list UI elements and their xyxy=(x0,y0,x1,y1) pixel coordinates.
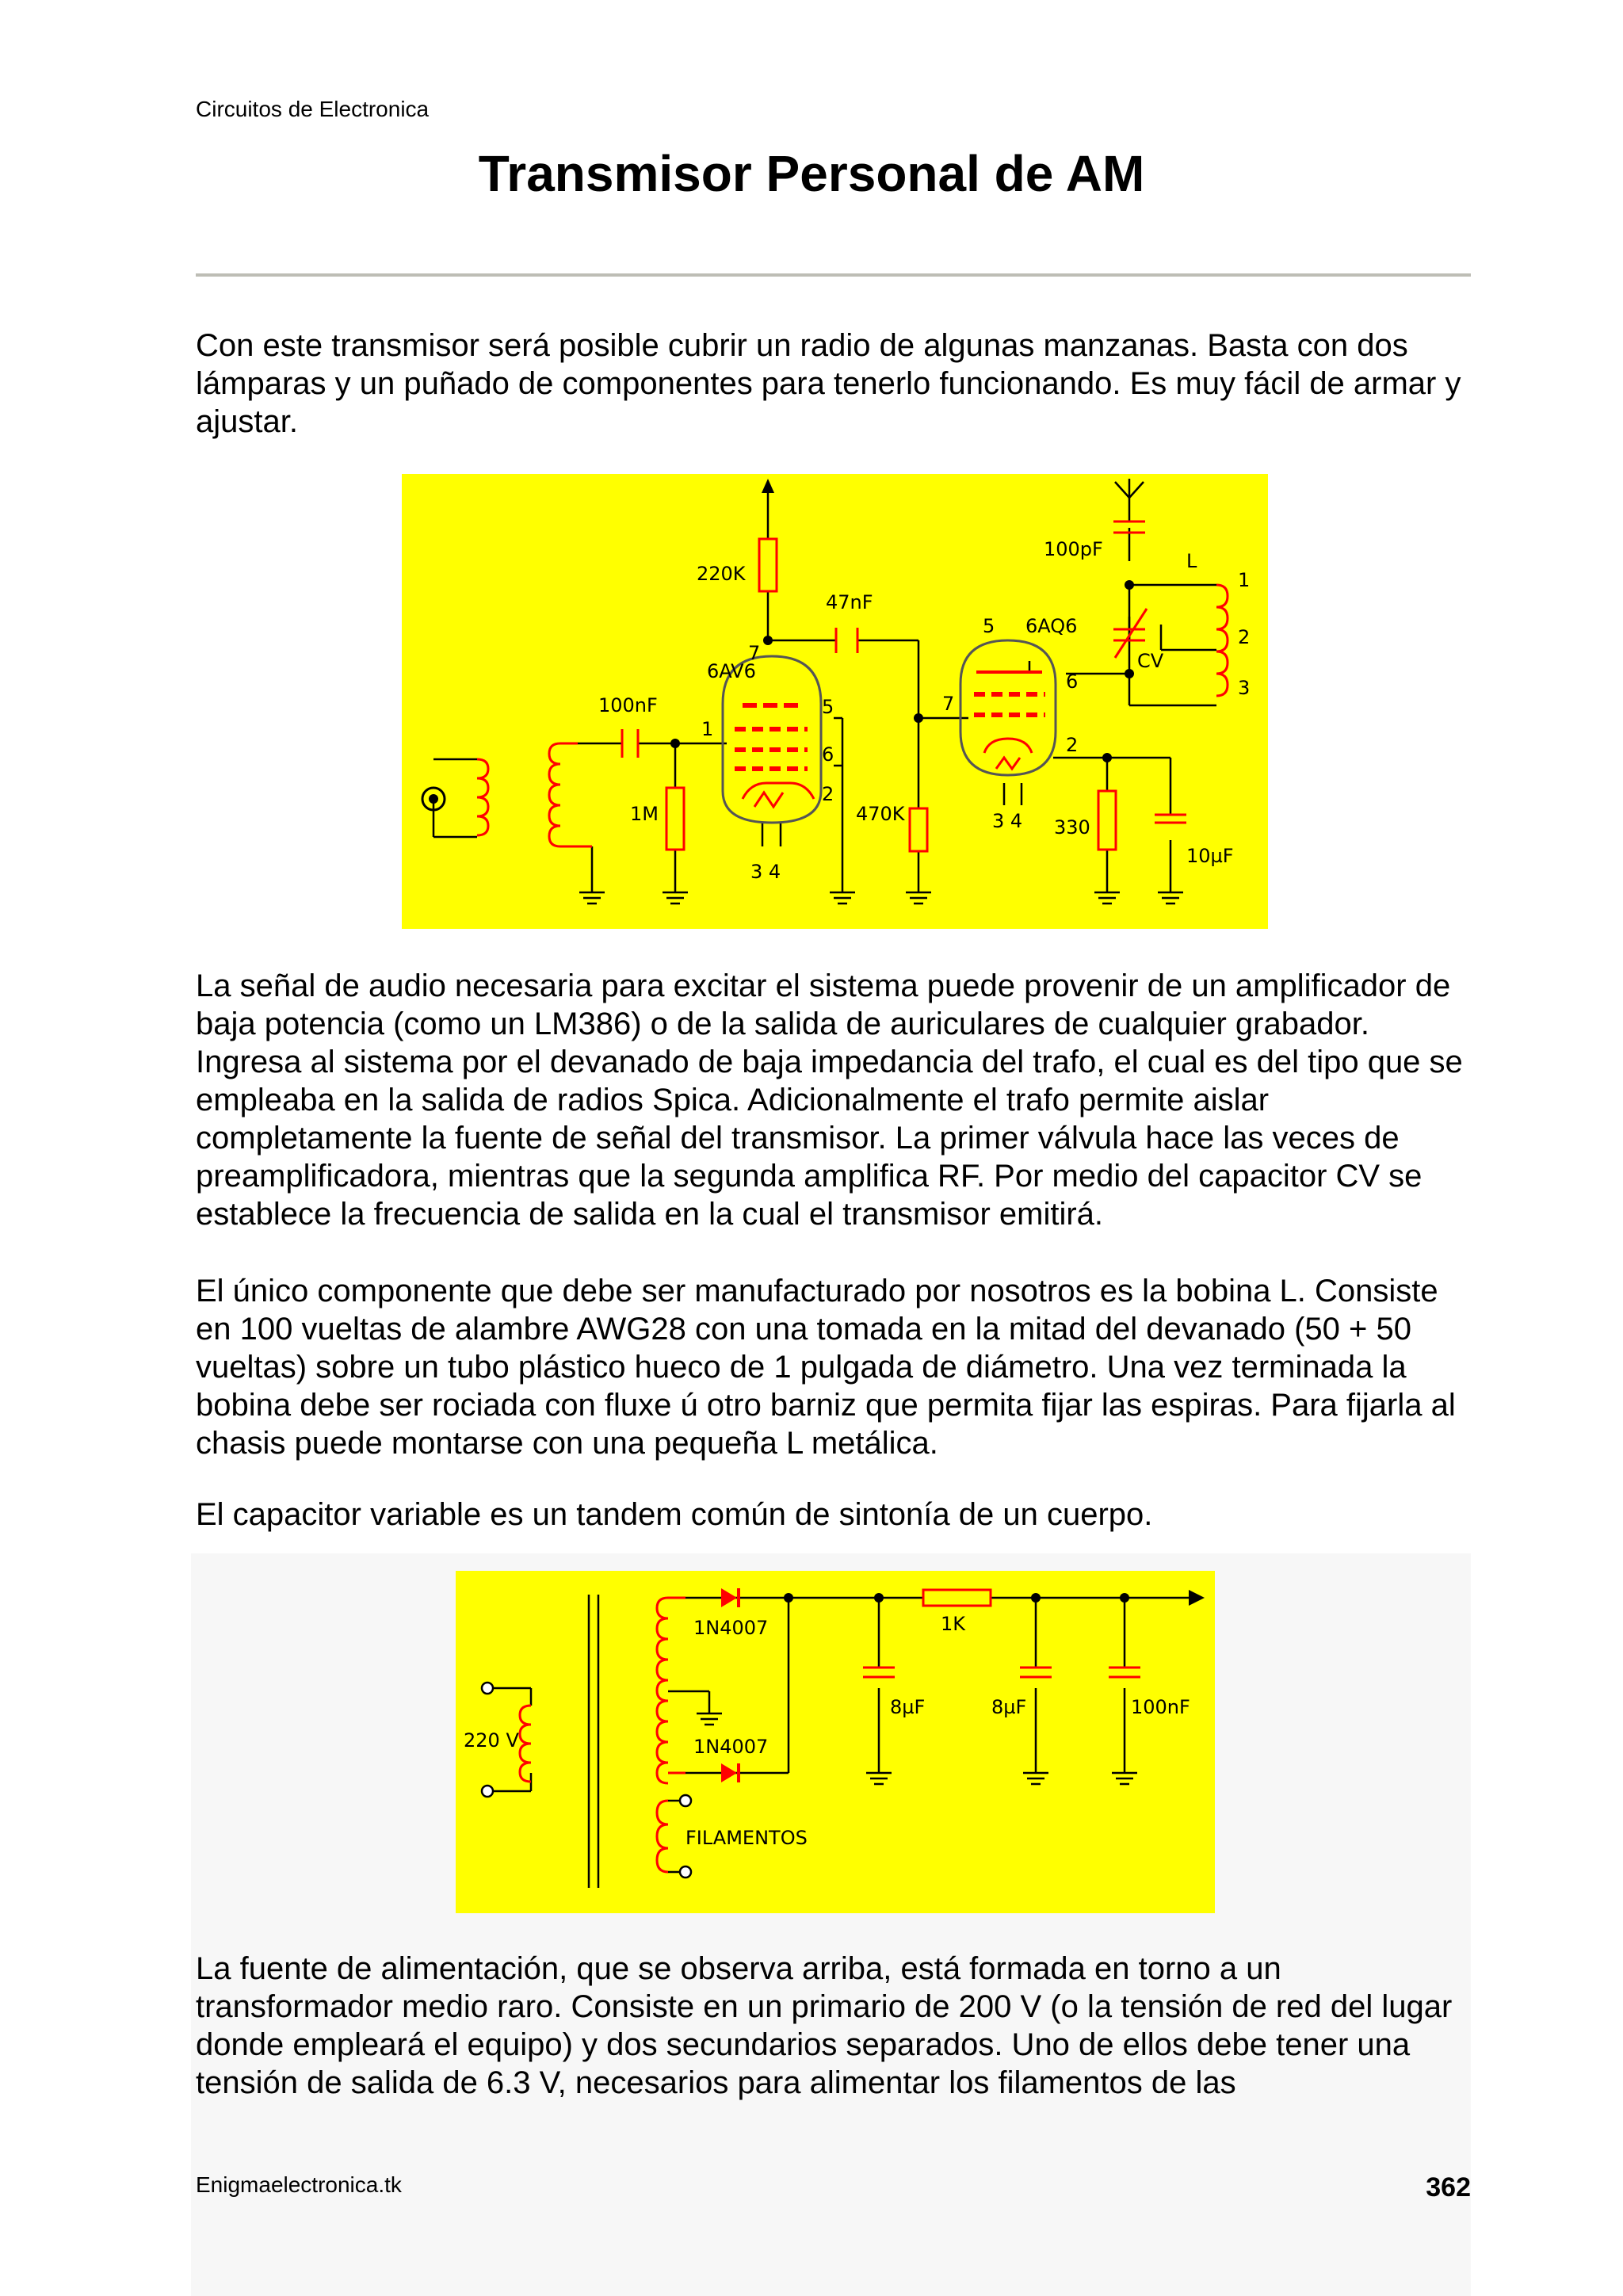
label-cv: CV xyxy=(1137,650,1164,672)
label-47nf: 47nF xyxy=(826,591,873,613)
label-6aq6: 6AQ6 xyxy=(1025,615,1078,637)
paragraph-power-supply: La fuente de alimentación, que se observa arriba, está formada en torno a un transformador medio raro. Consiste en un primario de 200 V (o la tensión de red del lugar donde empleará el equipo) y dos secundarios separados. Uno de ellos debe tener una tensión de salida de 6.3 V, necesarios para alimentar los filamentos de las xyxy=(196,1951,1453,2100)
label-10uf: 10µF xyxy=(1186,845,1234,867)
pin-5-tube2: 5 xyxy=(983,615,995,637)
coil-tap-2: 2 xyxy=(1238,626,1251,648)
title-divider xyxy=(196,273,1471,277)
label-100nf: 100nF xyxy=(1131,1696,1190,1718)
label-100nf-in: 100nF xyxy=(598,694,658,716)
footer-site: Enigmaelectronica.tk xyxy=(196,2172,402,2197)
label-filamentos: FILAMENTOS xyxy=(685,1827,808,1849)
label-8uf-2: 8µF xyxy=(991,1696,1027,1718)
label-diode-1: 1N4007 xyxy=(693,1617,769,1639)
coil-tap-3: 3 xyxy=(1238,677,1251,699)
label-diode-2: 1N4007 xyxy=(693,1736,769,1758)
pins-3-4-tube2: 3 4 xyxy=(992,810,1023,832)
label-220v: 220 V xyxy=(464,1729,519,1752)
label-8uf-1: 8µF xyxy=(890,1696,926,1718)
paragraph-coil: El único componente que debe ser manufacturado por nosotros es la bobina L. Consiste en 100 vueltas de alambre AWG28 con una tomada en la mitad del devanado (50 + 50 vueltas) sobre un tubo plástico hueco de 1 pulgada de diámetro. Una vez terminada la bobina debe ser rociada con fluxe ú otro barniz que permita fijar las espiras. Para fijarla al chasis puede montarse con una pequeña L metálica. xyxy=(196,1274,1456,1461)
paragraph-description: La señal de audio necesaria para excitar el sistema puede provenir de un amplificador de baja potencia (como un LM386) o de la salida de auriculares de cualquier grabador. Ingresa al sistema por el devanado de baja impedancia del trafo, el cual es del tipo que se empleaba en la salida de radios Spica. Adicionalmente el trafo permite aislar completamente la fuente de señal del transmisor. La primer válvula hace las veces de preamplificadora, mientras que la segunda amplifica RF. Por medio del capacitor CV se establece la frecuencia de salida en la cual el transmisor emitirá. xyxy=(196,968,1463,1232)
label-6av6: 6AV6 xyxy=(707,660,756,682)
label-1m: 1M xyxy=(630,803,659,825)
figure-power-supply-schematic xyxy=(456,1571,1215,1913)
label-330: 330 xyxy=(1054,816,1090,839)
pin-2-tube1: 2 xyxy=(822,783,834,805)
running-header: Circuitos de Electronica xyxy=(196,97,430,121)
page-number: 362 xyxy=(1426,2172,1471,2202)
label-1k: 1K xyxy=(941,1613,966,1635)
label-220k: 220K xyxy=(697,563,746,585)
coil-tap-1: 1 xyxy=(1238,569,1251,591)
pin-7-tube1: 7 xyxy=(748,642,761,664)
transmitter-schematic-svg xyxy=(402,474,1268,929)
figure-transmitter-schematic xyxy=(402,474,1268,929)
ground-symbols xyxy=(579,892,1183,904)
pin-6-tube1: 6 xyxy=(822,743,834,766)
label-coil-l: L xyxy=(1186,550,1197,572)
page-title: Transmisor Personal de AM xyxy=(478,145,1145,202)
pin-2-tube2: 2 xyxy=(1066,734,1079,756)
paragraph-capacitor: El capacitor variable es un tandem común de sintonía de un cuerpo. xyxy=(196,1497,1153,1532)
pin-1-tube1: 1 xyxy=(701,718,714,740)
pins-3-4-tube1: 3 4 xyxy=(750,861,781,883)
pin-5-tube1: 5 xyxy=(822,696,834,718)
power-supply-schematic-svg xyxy=(456,1571,1215,1913)
paragraph-intro: Con este transmisor será posible cubrir un radio de algunas manzanas. Basta con dos lámparas y un puñado de componentes para tenerlo funcionando. Es muy fácil de armar y ajustar. xyxy=(196,328,1461,439)
components xyxy=(520,1590,1140,1872)
label-100pf: 100pF xyxy=(1044,538,1103,560)
pin-7-tube2: 7 xyxy=(942,693,955,715)
label-470k: 470K xyxy=(856,803,905,825)
pin-6-tube2: 6 xyxy=(1066,670,1079,693)
components xyxy=(477,521,1228,851)
